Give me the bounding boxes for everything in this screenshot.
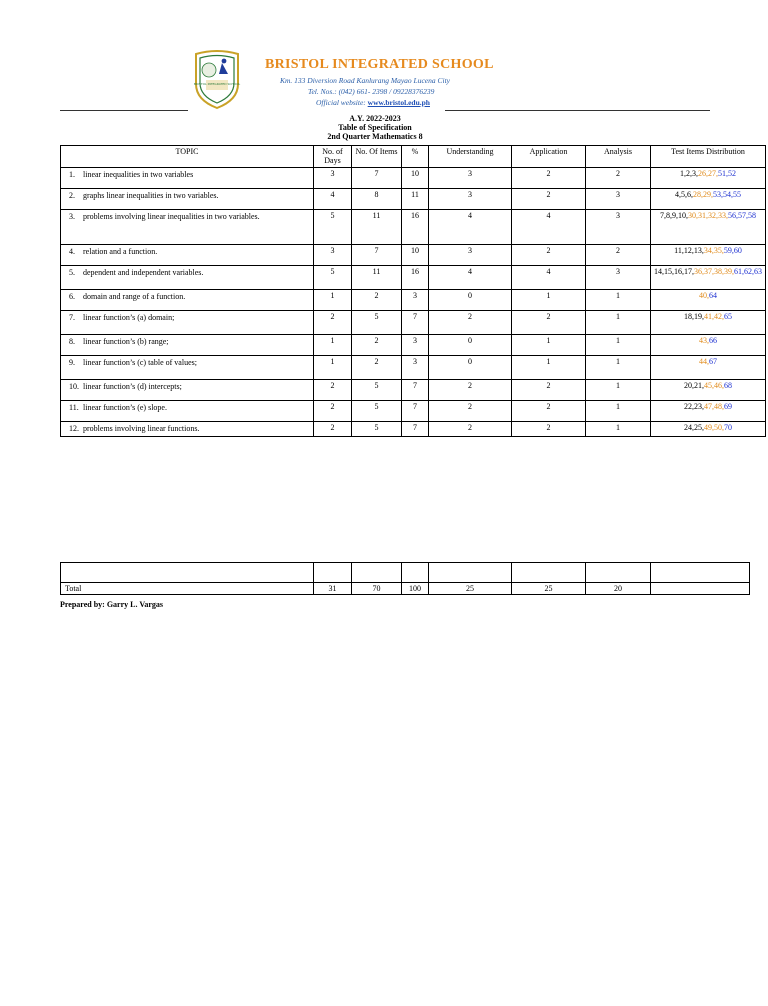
distribution-segment: 14,15,16,17,	[654, 267, 694, 276]
items-cell: 2	[352, 356, 402, 380]
topic-text: linear function’s (a) domain;	[83, 313, 175, 322]
header-rule-left	[60, 110, 188, 111]
prepared-by	[60, 600, 163, 609]
percent-cell: 7	[402, 311, 429, 335]
distribution-segment: 70	[724, 423, 732, 432]
days-cell: 1	[314, 335, 352, 356]
understanding-cell: 0	[429, 290, 512, 311]
items-cell: 5	[352, 380, 402, 401]
distribution-cell	[651, 290, 766, 311]
total-days: 31	[314, 583, 352, 595]
days-cell: 2	[314, 380, 352, 401]
items-cell: 5	[352, 401, 402, 422]
topic-text: linear function’s (b) range;	[83, 337, 169, 346]
application-cell: 1	[512, 356, 586, 380]
distribution-segment: 69	[724, 402, 732, 411]
topic-number: 6.	[69, 292, 75, 301]
table-row	[61, 356, 766, 380]
days-cell: 2	[314, 401, 352, 422]
understanding-cell: 4	[429, 266, 512, 290]
distribution-segment: 61,62,63	[734, 267, 762, 276]
website-link[interactable]: www.bristol.edu.ph	[367, 98, 430, 107]
analysis-cell: 3	[586, 266, 651, 290]
items-cell: 2	[352, 335, 402, 356]
school-name: BRISTOL INTEGRATED SCHOOL	[265, 57, 494, 72]
distribution-segment: 47,48,	[704, 402, 724, 411]
table-row	[61, 401, 766, 422]
days-cell: 1	[314, 290, 352, 311]
understanding-cell: 3	[429, 245, 512, 266]
application-cell: 2	[512, 245, 586, 266]
topic-text: problems involving linear functions.	[83, 424, 200, 433]
distribution-segment: 24,25,	[684, 423, 704, 432]
topic-text: linear inequalities in two variables	[83, 170, 194, 179]
distribution-segment: 39,	[724, 267, 734, 276]
topic-cell	[61, 290, 314, 311]
analysis-cell: 1	[586, 422, 651, 437]
analysis-cell: 2	[586, 245, 651, 266]
distribution-segment: 56,57,58	[728, 211, 756, 220]
school-website	[316, 98, 430, 107]
header-topic: TOPIC	[61, 146, 314, 168]
distribution-cell	[651, 422, 766, 437]
understanding-cell: 2	[429, 422, 512, 437]
application-cell: 2	[512, 422, 586, 437]
understanding-cell: 2	[429, 401, 512, 422]
topic-number: 4.	[69, 247, 75, 256]
topic-cell	[61, 168, 314, 189]
days-cell: 2	[314, 422, 352, 437]
topic-cell	[61, 422, 314, 437]
topic-number: 11.	[69, 403, 79, 412]
items-cell: 5	[352, 311, 402, 335]
distribution-segment: 36,37,38,	[694, 267, 724, 276]
school-telephone: Tel. Nos.: (042) 661- 2398 / 09228376239	[308, 87, 435, 96]
distribution-segment: 11,12,13,	[674, 246, 704, 255]
percent-cell: 7	[402, 401, 429, 422]
distribution-segment: 18,19,	[684, 312, 704, 321]
topic-number: 2.	[69, 191, 75, 200]
specification-table	[60, 145, 766, 437]
school-logo	[192, 50, 242, 110]
table-row	[61, 335, 766, 356]
prepared-label: Prepared by:	[60, 600, 105, 609]
table-row	[61, 290, 766, 311]
distribution-segment: 22,23,	[684, 402, 704, 411]
analysis-cell: 1	[586, 380, 651, 401]
total-application: 25	[512, 583, 586, 595]
table-row	[61, 245, 766, 266]
distribution-segment: 20,21,	[684, 381, 704, 390]
application-cell: 2	[512, 189, 586, 210]
items-cell: 11	[352, 266, 402, 290]
school-address: Km. 133 Diversion Road Kanlurang Mayao Lucena City	[280, 76, 450, 85]
understanding-cell: 3	[429, 168, 512, 189]
header-application: Application	[512, 146, 586, 168]
items-cell: 11	[352, 210, 402, 245]
blank-cell	[512, 563, 586, 583]
distribution-segment: 41,42,	[704, 312, 724, 321]
percent-cell: 16	[402, 210, 429, 245]
understanding-cell: 0	[429, 335, 512, 356]
topic-number: 10.	[69, 382, 79, 391]
table-row	[61, 189, 766, 210]
table-row	[61, 422, 766, 437]
distribution-cell	[651, 311, 766, 335]
application-cell: 2	[512, 168, 586, 189]
table-row	[61, 311, 766, 335]
topic-number: 9.	[69, 358, 75, 367]
header-rule-right	[445, 110, 710, 111]
understanding-cell: 2	[429, 311, 512, 335]
items-cell: 7	[352, 168, 402, 189]
document-titles	[230, 114, 520, 141]
distribution-segment: 49,50,	[704, 423, 724, 432]
distribution-segment: 1,2,3,	[680, 169, 698, 178]
distribution-cell	[651, 335, 766, 356]
distribution-segment: 64	[709, 291, 717, 300]
analysis-cell: 1	[586, 290, 651, 311]
topic-cell	[61, 356, 314, 380]
header-items: No. Of Items	[352, 146, 402, 168]
logo-text: BRISTOL INTEGRATED SCHOOL	[193, 82, 241, 86]
distribution-segment: 68	[724, 381, 732, 390]
analysis-cell: 3	[586, 210, 651, 245]
analysis-cell: 1	[586, 311, 651, 335]
distribution-segment: 65	[724, 312, 732, 321]
distribution-cell	[651, 356, 766, 380]
topic-text: relation and a function.	[83, 247, 158, 256]
totals-blank-row	[61, 563, 750, 583]
distribution-cell	[651, 168, 766, 189]
topic-text: problems involving linear inequalities in two variables.	[83, 212, 260, 221]
total-items: 70	[352, 583, 402, 595]
topic-number: 8.	[69, 337, 75, 346]
topic-text: dependent and independent variables.	[83, 268, 204, 277]
header-understanding: Understanding	[429, 146, 512, 168]
days-cell: 1	[314, 356, 352, 380]
table-row	[61, 266, 766, 290]
topic-text: graphs linear inequalities in two variables.	[83, 191, 219, 200]
table-header-row	[61, 146, 766, 168]
distribution-cell	[651, 189, 766, 210]
website-label: Official website:	[316, 98, 366, 107]
topic-text: domain and range of a function.	[83, 292, 186, 301]
distribution-segment: 34,35,	[703, 246, 724, 255]
items-cell: 8	[352, 189, 402, 210]
days-cell: 5	[314, 210, 352, 245]
application-cell: 4	[512, 266, 586, 290]
table-row	[61, 168, 766, 189]
distribution-segment: 67	[709, 357, 717, 366]
header-days: No. of Days	[314, 146, 352, 168]
distribution-segment: 43,	[699, 336, 709, 345]
distribution-segment: 26,27,	[698, 169, 718, 178]
distribution-segment: 4,5,6,	[675, 190, 693, 199]
percent-cell: 3	[402, 335, 429, 356]
total-percent: 100	[402, 583, 429, 595]
distribution-cell	[651, 266, 766, 290]
subject-title: 2nd Quarter Mathematics 8	[327, 132, 423, 141]
topic-cell	[61, 311, 314, 335]
analysis-cell: 1	[586, 356, 651, 380]
distribution-segment: 66	[709, 336, 717, 345]
totals-row	[61, 583, 750, 595]
blank-cell	[586, 563, 651, 583]
topic-text: linear function’s (c) table of values;	[83, 358, 197, 367]
document-title: Table of Specification	[338, 123, 412, 132]
percent-cell: 10	[402, 245, 429, 266]
blank-cell	[61, 563, 314, 583]
percent-cell: 11	[402, 189, 429, 210]
distribution-cell	[651, 401, 766, 422]
topic-number: 1.	[69, 170, 75, 179]
topic-number: 7.	[69, 313, 75, 322]
application-cell: 1	[512, 290, 586, 311]
application-cell: 2	[512, 380, 586, 401]
distribution-segment: 44,	[699, 357, 709, 366]
distribution-segment: 30,31,32,33,	[688, 211, 728, 220]
items-cell: 5	[352, 422, 402, 437]
items-cell: 2	[352, 290, 402, 311]
days-cell: 3	[314, 245, 352, 266]
application-cell: 4	[512, 210, 586, 245]
academic-year: A.Y. 2022-2023	[349, 114, 401, 123]
topic-number: 12.	[69, 424, 79, 433]
total-understanding: 25	[429, 583, 512, 595]
understanding-cell: 3	[429, 189, 512, 210]
table-row	[61, 210, 766, 245]
percent-cell: 7	[402, 380, 429, 401]
header-percent: %	[402, 146, 429, 168]
percent-cell: 7	[402, 422, 429, 437]
analysis-cell: 2	[586, 168, 651, 189]
total-distribution	[651, 583, 750, 595]
blank-cell	[314, 563, 352, 583]
percent-cell: 16	[402, 266, 429, 290]
application-cell: 2	[512, 311, 586, 335]
topic-text: linear function’s (d) intercepts;	[83, 382, 182, 391]
topic-cell	[61, 380, 314, 401]
topic-number: 3.	[69, 212, 75, 221]
distribution-cell	[651, 245, 766, 266]
application-cell: 1	[512, 335, 586, 356]
blank-cell	[352, 563, 402, 583]
distribution-segment: 28,29,	[693, 190, 713, 199]
table-row	[61, 380, 766, 401]
days-cell: 4	[314, 189, 352, 210]
topic-cell	[61, 210, 314, 245]
days-cell: 5	[314, 266, 352, 290]
application-cell: 2	[512, 401, 586, 422]
distribution-segment: 51,52	[718, 169, 736, 178]
topic-number: 5.	[69, 268, 75, 277]
total-label: Total	[61, 583, 314, 595]
topic-cell	[61, 335, 314, 356]
distribution-cell	[651, 380, 766, 401]
analysis-cell: 1	[586, 401, 651, 422]
topic-cell	[61, 189, 314, 210]
analysis-cell: 3	[586, 189, 651, 210]
items-cell: 7	[352, 245, 402, 266]
total-analysis: 20	[586, 583, 651, 595]
percent-cell: 3	[402, 290, 429, 311]
analysis-cell: 1	[586, 335, 651, 356]
topic-cell	[61, 401, 314, 422]
distribution-segment: 45,46,	[704, 381, 724, 390]
percent-cell: 10	[402, 168, 429, 189]
prepared-name: Garry L. Vargas	[106, 600, 164, 609]
days-cell: 3	[314, 168, 352, 189]
distribution-segment: 7,8,9,10,	[660, 211, 688, 220]
totals-table	[60, 562, 750, 595]
header-analysis: Analysis	[586, 146, 651, 168]
understanding-cell: 0	[429, 356, 512, 380]
blank-cell	[402, 563, 429, 583]
distribution-segment: 53,54,55	[713, 190, 741, 199]
topic-text: linear function’s (e) slope.	[83, 403, 167, 412]
understanding-cell: 2	[429, 380, 512, 401]
distribution-segment: 40,	[699, 291, 709, 300]
blank-cell	[651, 563, 750, 583]
topic-cell	[61, 245, 314, 266]
topic-cell	[61, 266, 314, 290]
understanding-cell: 4	[429, 210, 512, 245]
header-distribution: Test Items Distribution	[651, 146, 766, 168]
distribution-segment: 59,60	[723, 246, 742, 255]
percent-cell: 3	[402, 356, 429, 380]
distribution-cell	[651, 210, 766, 245]
days-cell: 2	[314, 311, 352, 335]
blank-cell	[429, 563, 512, 583]
